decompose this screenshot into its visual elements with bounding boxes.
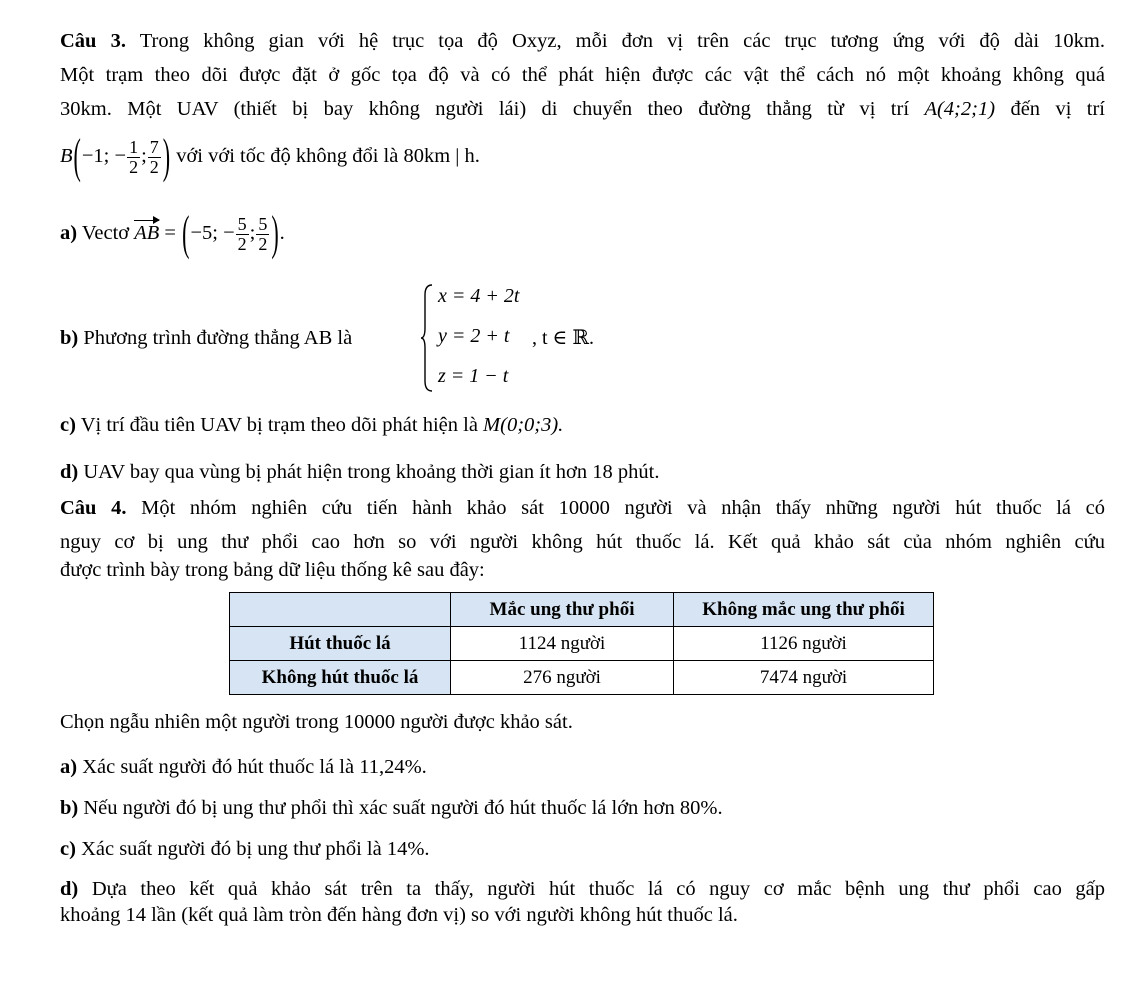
equation-system bbox=[420, 283, 620, 393]
q4-statement-d: d) Dựa theo kết quả khảo sát trên ta thấy, người hút thuốc lá có nguy cơ mắc bệnh ung thư phổi cao gấp bbox=[60, 878, 1105, 900]
row-label: Không hút thuốc lá bbox=[230, 661, 451, 695]
q4-statement-c: c) Xác suất người đó bị ung thư phổi là 14%. bbox=[60, 838, 430, 860]
q3-label: Câu 3. bbox=[60, 30, 126, 52]
fraction: $\frac{5}{2}$ bbox=[237, 214, 247, 254]
q3-line3: 30km. Một UAV (thiết bị bay không người lái) di chuyển theo đường thẳng từ vị trí A(4;2;1) đến vị trí bbox=[60, 98, 1106, 120]
q4-line3: được trình bày trong bảng dữ liệu thống kê sau đây: bbox=[60, 559, 485, 581]
q4-line1: Câu 4. Một nhóm nghiên cứu tiến hành khảo sát 10000 người và nhận thấy những người hút thuốc lá có bbox=[60, 497, 1105, 519]
table-cell: 1126 người bbox=[674, 627, 934, 661]
equation-y: y = 2 + t bbox=[438, 325, 510, 347]
table-row bbox=[230, 627, 934, 661]
point-a: A(4;2;1) bbox=[924, 98, 996, 120]
q3-line2: Một trạm theo dõi được đặt ở gốc tọa độ và có thể phát hiện được các vật thể cách nó một khoảng không quá bbox=[60, 64, 1105, 86]
table-header: Không mắc ung thư phổi bbox=[674, 593, 934, 627]
fraction: $\frac{7}{2}$ bbox=[149, 137, 159, 177]
point-b-label: B bbox=[60, 145, 73, 168]
table-cell: 276 người bbox=[451, 661, 674, 695]
equation-z: z = 1 − t bbox=[438, 365, 509, 387]
point-m: M(0;0;3). bbox=[483, 414, 564, 436]
q3-statement-d: d) UAV bay qua vùng bị phát hiện trong khoảng thời gian ít hơn 18 phút. bbox=[60, 461, 660, 483]
q3-line1: Câu 3. Trong không gian với hệ trục tọa độ Oxyz, mỗi đơn vị trên các trục tương ứng với độ dài 10km. bbox=[60, 30, 1105, 52]
table-cell: 7474 người bbox=[674, 661, 934, 695]
table-row bbox=[230, 661, 934, 695]
survey-table bbox=[229, 592, 934, 695]
q3-line4: B(−1; − $\frac{1}{2}$ ; $\frac{7}{2}$ ) với với tốc độ không đổi là 80km | h. bbox=[60, 128, 480, 184]
brace-icon bbox=[420, 283, 434, 393]
q4-line2: nguy cơ bị ung thư phổi cao hơn so với người không hút thuốc lá. Kết quả khảo sát của nhóm nghiên cứu bbox=[60, 531, 1105, 553]
q4-label: Câu 4. bbox=[60, 497, 127, 519]
q4-choose: Chọn ngẫu nhiên một người trong 10000 người được khảo sát. bbox=[60, 711, 573, 733]
equation-x: x = 4 + 2t bbox=[438, 285, 520, 307]
table-corner bbox=[230, 593, 451, 627]
q4-statement-b: b) Nếu người đó bị ung thư phổi thì xác suất người đó hút thuốc lá lớn hơn 80%. bbox=[60, 797, 723, 819]
q4-statement-a: a) Xác suất người đó hút thuốc lá là 11,24%. bbox=[60, 756, 427, 778]
q3-statement-b: b) Phương trình đường thẳng AB là bbox=[60, 327, 353, 349]
table-header: Mắc ung thư phổi bbox=[451, 593, 674, 627]
q3-statement-c: c) Vị trí đầu tiên UAV bị trạm theo dõi phát hiện là M(0;0;3). bbox=[60, 414, 564, 436]
q4-statement-d-cont: khoảng 14 lần (kết quả làm tròn đến hàng đơn vị) so với người không hút thuốc lá. bbox=[60, 904, 738, 926]
table-cell: 1124 người bbox=[451, 627, 674, 661]
q3-statement-a: a) Vectơ AB = (−5; − $\frac{5}{2}$ ; $\frac{5}{2}$ ). bbox=[60, 205, 285, 261]
equation-domain: , t ∈ ℝ. bbox=[532, 327, 594, 349]
fraction: $\frac{1}{2}$ bbox=[129, 137, 139, 177]
row-label: Hút thuốc lá bbox=[230, 627, 451, 661]
fraction: $\frac{5}{2}$ bbox=[258, 214, 268, 254]
vector-ab: AB bbox=[134, 220, 159, 247]
